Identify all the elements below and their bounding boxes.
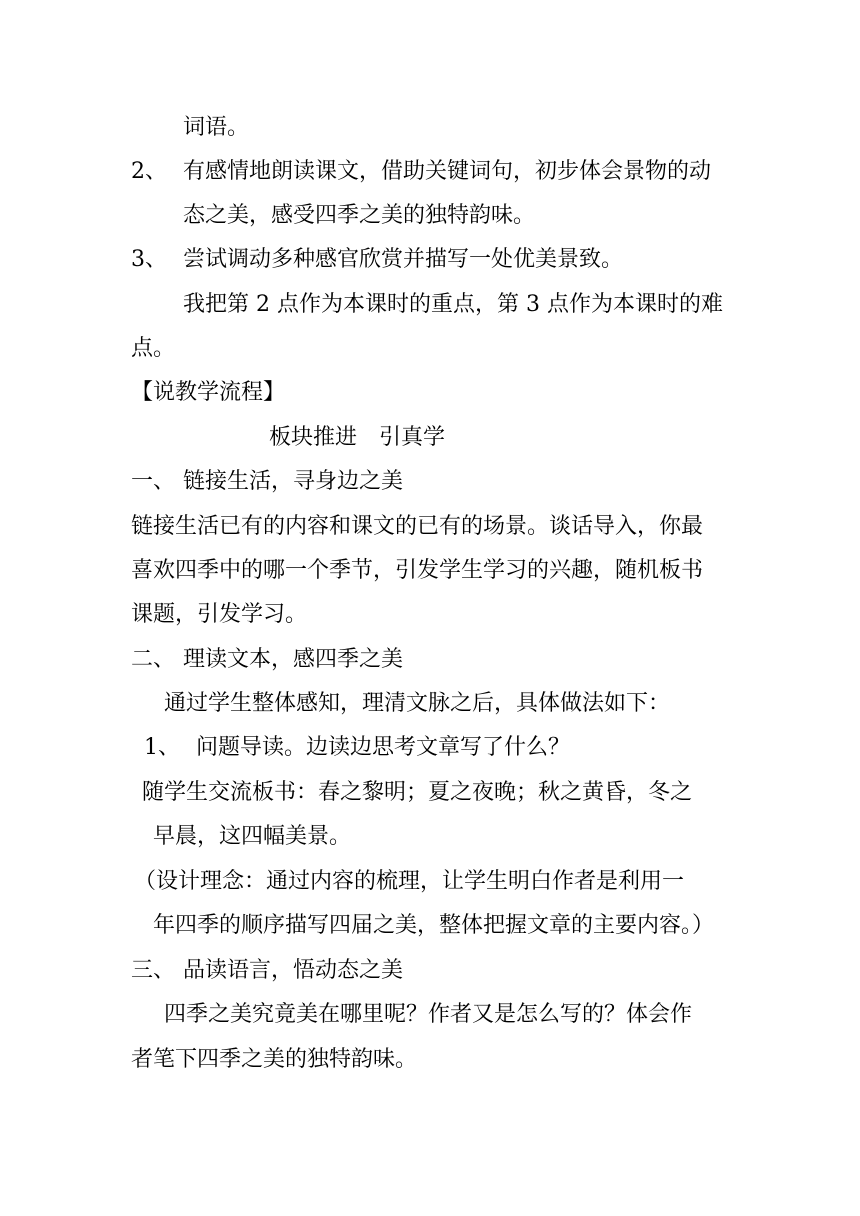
paragraph-line: 词语。: [183, 115, 250, 140]
paragraph-line: 四季之美究竟美在哪里呢？作者又是怎么写的？体会作: [164, 1002, 693, 1027]
list-item-text: 尝试调动多种感官欣赏并描写一处优美景致。: [183, 247, 624, 272]
list-item-text: 问题导读。边读边思考文章写了什么？: [196, 735, 571, 760]
paragraph-line: 喜欢四季中的哪一个季节，引发学生学习的兴趣，随机板书: [131, 558, 704, 583]
list-number: 3、: [131, 247, 167, 272]
section-number: 一、: [131, 469, 176, 494]
section-title: 链接生活，寻身边之美: [183, 469, 404, 494]
paragraph-line: 点。: [131, 336, 176, 361]
section-number: 二、: [131, 647, 176, 672]
design-note-line: （设计理念：通过内容的梳理，让学生明白作者是利用一: [134, 869, 685, 894]
list-number: 1、: [144, 735, 180, 760]
paragraph-line: 早晨，这四幅美景。: [153, 824, 352, 849]
paragraph-line: 随学生交流板书：春之黎明；夏之夜晚；秋之黄昏，冬之: [142, 780, 693, 805]
section-title: 理读文本，感四季之美: [183, 647, 404, 672]
list-item-text: 态之美，感受四季之美的独特韵味。: [183, 203, 536, 228]
subheading: 板块推进 引真学: [269, 425, 446, 450]
paragraph-line: 通过学生整体感知，理清文脉之后，具体做法如下：: [164, 691, 671, 716]
section-title: 品读语言，悟动态之美: [183, 958, 404, 983]
design-note-line: 年四季的顺序描写四届之美，整体把握文章的主要内容。）: [153, 913, 715, 938]
list-number: 2、: [131, 159, 167, 184]
paragraph-line: 者笔下四季之美的独特韵味。: [131, 1047, 418, 1072]
list-item-text: 有感情地朗读课文，借助关键词句，初步体会景物的动: [183, 159, 712, 184]
section-number: 三、: [131, 958, 176, 983]
section-heading: 【说教学流程】: [131, 380, 286, 405]
paragraph-line: 我把第 2 点作为本课时的重点，第 3 点作为本课时的难: [183, 292, 723, 317]
paragraph-line: 链接生活已有的内容和课文的已有的场景。谈话导入，你最: [131, 514, 704, 539]
paragraph-line: 课题，引发学习。: [131, 602, 308, 627]
